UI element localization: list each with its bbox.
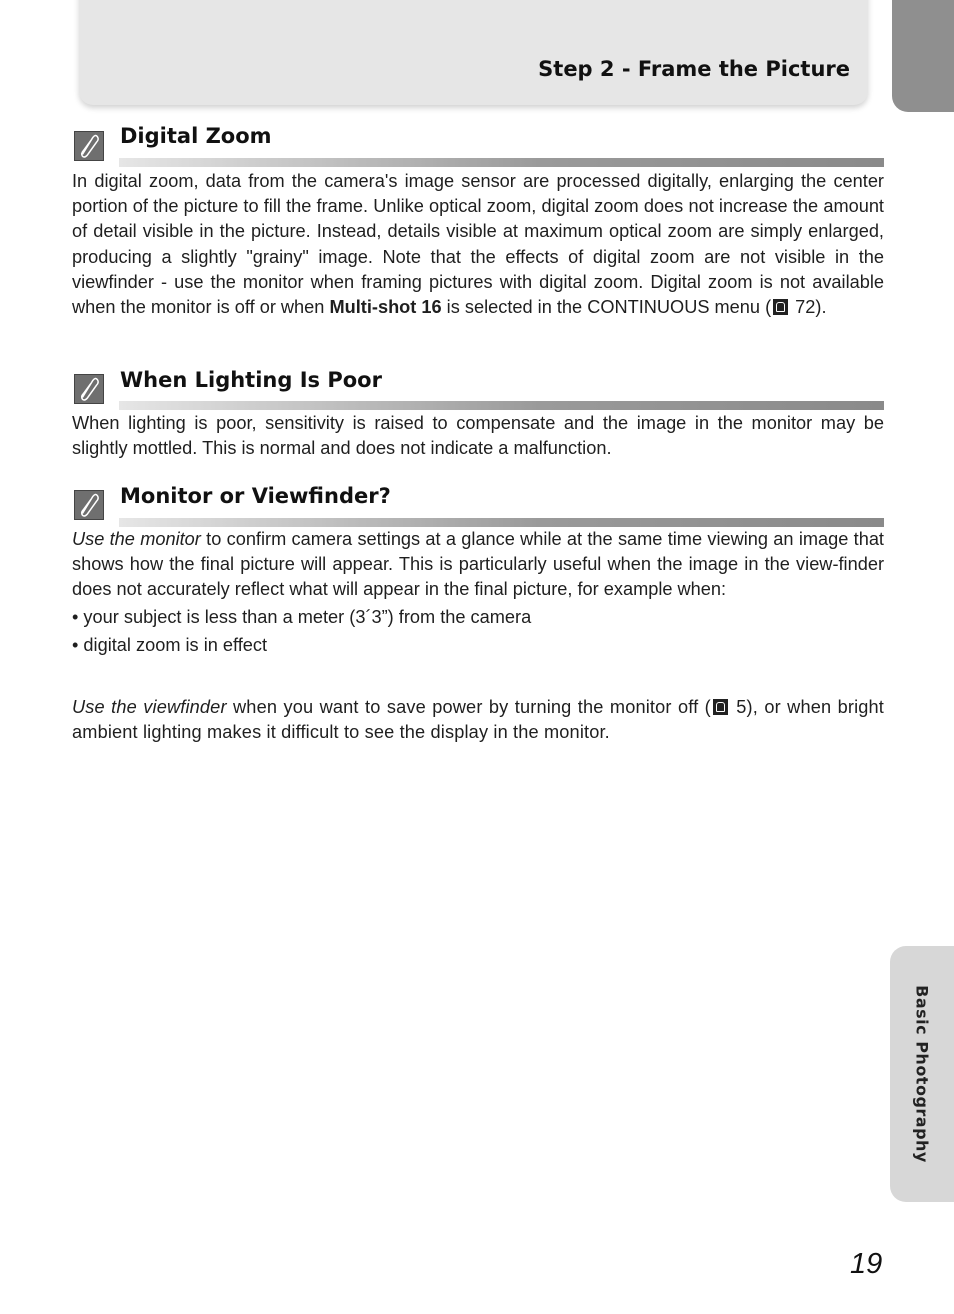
page-number: 19 xyxy=(850,1248,883,1280)
book-reference-icon xyxy=(713,699,728,715)
list-item: • your subject is less than a meter (3´3”) from the camera xyxy=(72,607,532,627)
section-lighting-poor xyxy=(72,366,884,466)
body-text: to confirm camera settings at a glance while at the same time viewing an image that shows how the final picture will appear. This is particularly useful when the image in the view-finder does not accurately reflect what will appear in the final picture, for example when: xyxy=(72,529,884,600)
header-panel xyxy=(79,0,868,105)
section-digital-zoom xyxy=(72,122,884,347)
section-body: When lighting is poor, sensitivity is raised to compensate and the image in the monitor may be slightly mottled. This is normal and does not indicate a malfunction. xyxy=(72,413,884,459)
note-pencil-icon xyxy=(74,490,104,520)
body-text: when you want to save power by turning the monitor off ( xyxy=(226,697,711,717)
note-pencil-icon xyxy=(74,131,104,161)
section-outro xyxy=(72,695,884,745)
section-title: Digital Zoom xyxy=(120,124,272,148)
section-title: Monitor or Viewfinder? xyxy=(120,484,391,508)
menu-option-name: Multi-shot 16 xyxy=(329,297,442,318)
emphasis-text: Use the monitor xyxy=(72,529,201,549)
chapter-side-tab xyxy=(890,946,954,1202)
body-text: In digital zoom, data from the camera's image sensor are processed digitally, enlarging the center portion of the picture to fill the frame. Unlike optical zoom, digital zoom does not increase the amount of detail visible in the picture. Instead, details visible at maximum optical zoom are simply enlarged, producing a slightly "grainy" image. Note that the effects of digital zoom are not visible in the viewfinder - use the monitor when framing pictures with digital zoom. Digital zoom is not available when the monitor is off or when xyxy=(72,171,884,318)
section-intro xyxy=(72,527,884,603)
section-divider xyxy=(119,401,884,410)
list-item: • digital zoom is in effect xyxy=(72,635,268,655)
chapter-label: Basic Photography xyxy=(912,985,932,1163)
section-monitor-viewfinder xyxy=(72,482,884,752)
book-reference-icon xyxy=(773,299,788,315)
section-body xyxy=(72,169,884,320)
section-title: When Lighting Is Poor xyxy=(120,368,382,392)
section-divider xyxy=(119,518,884,527)
emphasis-text: Use the viewfinder xyxy=(72,697,227,717)
body-text: is selected in the CONTINUOUS menu ( xyxy=(441,297,772,318)
page-reference: 72). xyxy=(790,297,827,318)
page-header-title: Step 2 - Frame the Picture xyxy=(538,57,850,81)
section-divider xyxy=(119,158,884,167)
page-reference: 5), or when bright ambient lighting makes it difficult to see the display in the monitor. xyxy=(72,697,885,743)
note-pencil-icon xyxy=(74,374,104,404)
corner-tab xyxy=(892,0,954,112)
